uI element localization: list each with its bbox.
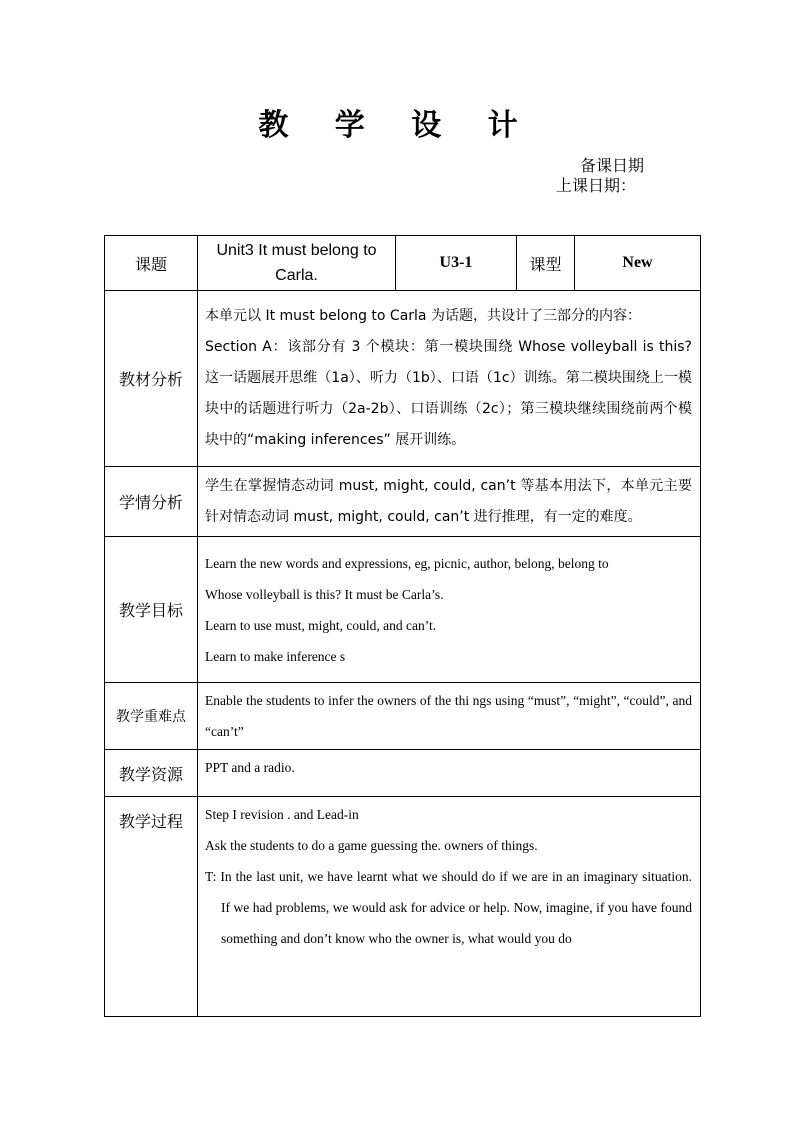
textbook-analysis-content (198, 291, 701, 467)
topic-row (105, 236, 701, 291)
student-analysis-label: 学情分析 (105, 467, 198, 537)
content-line: Whose volleyball is this? It must be Carla’s. (205, 586, 444, 602)
key-difficulties-label: 教学重难点 (105, 683, 198, 750)
page-title: 教 学 设 计 (258, 108, 536, 143)
content-line: Enable the students to infer the owners of the thi ngs using “must”, “might”, “could”, and “can’t” (205, 693, 692, 739)
lesson-type-value: New (575, 236, 701, 291)
key-difficulties-content (198, 683, 701, 750)
topic-value: Unit3 It must belong to Carla. (198, 236, 396, 291)
textbook-analysis-row (105, 291, 701, 467)
teaching-process-label-cell (105, 797, 198, 1017)
content-line: 本单元以 It must belong to Carla 为话题，共设计了三部分的内容： (205, 308, 641, 324)
teaching-process-row (105, 797, 701, 1017)
content-line: Learn to make inference s (205, 648, 346, 664)
content-line: Learn the new words and expressions, eg, picnic, author, belong, belong to (205, 555, 609, 571)
teaching-resources-content (198, 750, 701, 797)
teaching-objectives-row (105, 537, 701, 683)
teaching-process-label: 教学过程 (118, 812, 183, 831)
teaching-objectives-label: 教学目标 (105, 537, 198, 683)
prep-date-label: 备课日期 (580, 156, 645, 175)
lesson-type-label: 课型 (517, 236, 575, 291)
teaching-objectives-content (198, 537, 701, 683)
class-date-label: 上课日期： (556, 176, 637, 195)
content-line: PPT and a radio. (205, 760, 295, 775)
student-analysis-row (105, 467, 701, 537)
content-line: 学生在掌握情态动词 must, might, could, can’t 等基本用法下，本单元主要针对情态动词 must, might, could, can’t 进行推理，有一定的难度。 (205, 477, 692, 525)
content-line: T: In the last unit, we have learnt what we should do if we are in an imaginary situation. If we had problems, we would ask for advice or help. Now, imagine, if you have found something and don’t know who the owner is, what would you do (205, 869, 692, 946)
teaching-resources-row (105, 750, 701, 797)
content-line: Section A：该部分有 3 个模块：第一模块围绕 Whose volleyball is this? 这一话题展开思维（1a）、听力（1b）、口语（1c）训练。第二模块围绕上一模块中的话题进行听力（2a-2b）、口语训练（2c）；第三模块继续围绕前两个模块中的“making inferences” 展开训练。 (205, 339, 692, 448)
content-line: Step I revision . and Lead-in (205, 807, 359, 822)
teaching-resources-label: 教学资源 (105, 750, 198, 797)
teaching-process-content (198, 797, 701, 1017)
student-analysis-content (198, 467, 701, 537)
date-block (540, 156, 644, 196)
content-line: Learn to use must, might, could, and can’t. (205, 617, 437, 633)
textbook-analysis-label: 教材分析 (105, 291, 198, 467)
lesson-plan-table (104, 235, 701, 1017)
topic-label: 课题 (105, 236, 198, 291)
content-line: Ask the students to do a game guessing the. owners of things. (205, 838, 538, 853)
unit-code: U3-1 (396, 236, 517, 291)
key-difficulties-row (105, 683, 701, 750)
